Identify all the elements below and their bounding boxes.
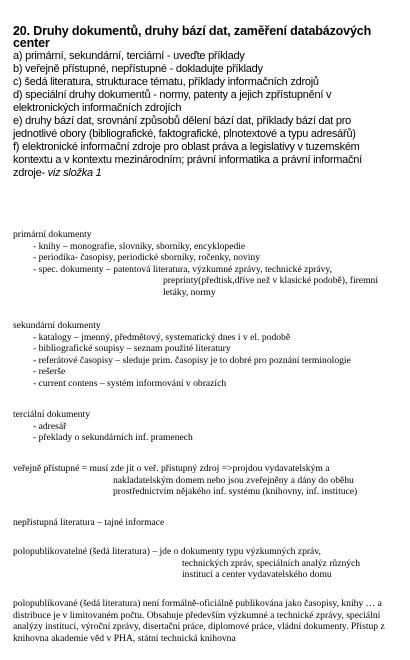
public-line-3: prostřednictvím nějakého inf. systému (knihovny, inf. instituce) <box>113 486 358 498</box>
intro-item-d-line-1: d) speciální druhy dokumentů - normy, patenty a jejich zpřístupnění v <box>13 89 332 101</box>
public-line-2: nakladatelským domem nebo jsou zveřejněny a dány do oběhu <box>113 474 354 486</box>
heading-line-2: center <box>13 36 50 50</box>
secondary-item: - referátové časopisy – sleduje prim. časopisy je to dobré pro poznání terminologie <box>33 354 351 366</box>
primary-item-continuation: preprinty(předtisk,dříve než v klasické podobě), firemní <box>163 275 378 287</box>
semipub-line-3: institucí a center vydavatelského domu <box>182 569 332 581</box>
secondary-item: - bibliografické soupisy – seznam použité literatury <box>33 343 231 355</box>
primary-item-continuation: letáky, normy <box>163 286 216 298</box>
primary-documents-block <box>13 229 405 299</box>
secondary-item: - rešerše <box>33 366 66 378</box>
secondary-title: sekundární dokumenty <box>13 320 101 331</box>
intro-item-f-line-3 <box>13 167 405 180</box>
tertiary-item: - adresář <box>33 420 67 432</box>
tertiary-title: terciální dokumenty <box>13 409 90 420</box>
public-line-1: veřejně přístupné = musí zde jít o veř. přístupný zdroj =>projdou vydavatelským a <box>13 463 330 474</box>
primary-item: - spec. dokumenty – patentová literatura, výzkumné zprávy, technické zprávy, <box>33 263 332 275</box>
secondary-item: - current contens – systém informování v obrazích <box>33 377 227 389</box>
intro-item-e-line-2: jednotlivé obory (bibliografické, faktografické, plnotextové a typu adresářů) <box>13 128 356 140</box>
semi-published-block <box>13 546 405 581</box>
intro-list <box>13 50 405 180</box>
primary-title: primární dokumenty <box>13 229 92 240</box>
primary-item: - knihy – monografie, slovníky, sborníky, encyklopedie <box>33 240 246 252</box>
heading-line-1: 20. Druhy dokumentů, druhy bází dat, zaměření databázových <box>13 24 372 38</box>
public-literature-block <box>13 463 405 498</box>
intro-item-d-line-2: elektronických informačních zdrojích <box>13 102 182 114</box>
nonpublic-line-1: nepřístupná literatura – tajné informace <box>13 517 165 528</box>
intro-item-f-italic: viz složka 1 <box>44 167 102 179</box>
semipub-line-2: technických zpráv, speciálních analýz různých <box>182 557 361 569</box>
tertiary-documents-block <box>13 409 405 444</box>
intro-item-f-text: zdroje- <box>13 167 45 179</box>
nonpublic-literature-block <box>13 517 405 529</box>
tertiary-item: - překlady o sekundárních inf. pramenech <box>33 432 193 444</box>
primary-item: - periodika- časopisy, periodické sborníky, ročenky, noviny <box>33 252 260 264</box>
secondary-documents-block <box>13 320 405 390</box>
semipub-line-1: polopublikovatelné (šedá literatura) – jde o dokumenty typu výzkumných zpráv, <box>13 546 321 557</box>
grey-literature-paragraph <box>13 598 399 644</box>
grey-literature-text: polopublikované (šedá literatura) není formálně-oficiálně publikována jako časopisy, knihy … a distribuce je v limitovaném počtu. Obsahuje především výzkumné a technické zprávy, speciální analýzy institucí, výroční zprávy, disertační práce, diplomové práce, vládní dokumenty. Přístup z knihovna akademie věd v PHA, státní technická knihovna <box>13 598 385 644</box>
intro-item-e-line-1: e) druhy bází dat, srovnání způsobů dělení bází dat, příklady bází dat pro <box>13 115 351 127</box>
intro-item-c: c) šedá literatura, strukturace tématu, příklady informačních zdrojů <box>13 76 319 88</box>
secondary-item: - katalogy – jmenný, předmětový, systematický dnes i v el. podobě <box>33 331 291 343</box>
section-heading <box>13 25 403 49</box>
intro-item-a: a) primární, sekundární, terciární - uveďte příklady <box>13 50 245 62</box>
intro-item-b: b) veřejně přístupné, nepřístupné - dokladujte příklady <box>13 63 263 75</box>
intro-item-f-line-2: kontextu a v kontextu mezinárodním; právní informatika a právní informační <box>13 154 362 166</box>
intro-item-f-line-1: f) elektronické informační zdroje pro oblast práva a legislativy v tuzemském <box>13 141 360 153</box>
